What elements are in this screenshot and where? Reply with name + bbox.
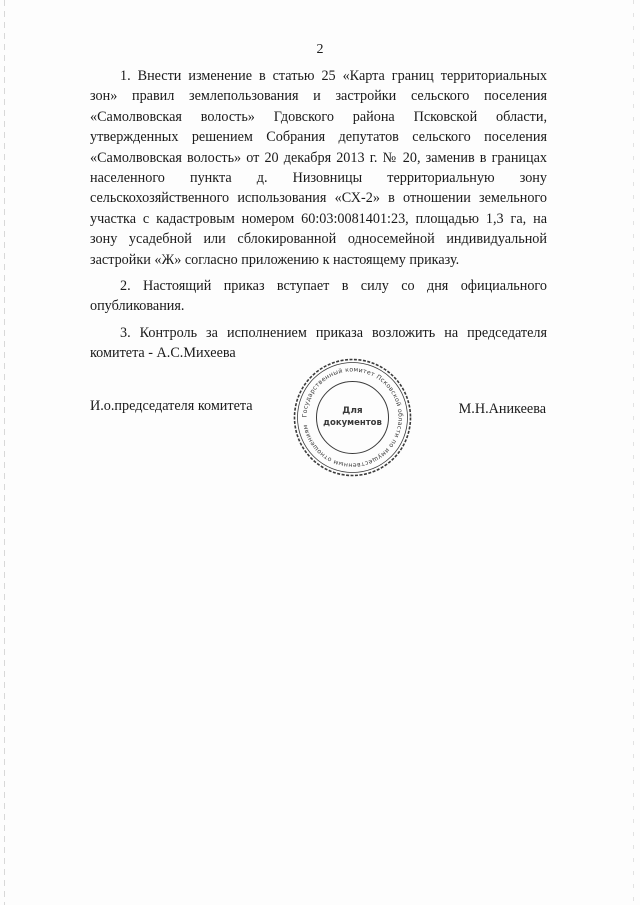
scan-edge-left [4,0,5,905]
paragraph-2: 2. Настоящий приказ вступает в силу со дня официального опубликования. [90,278,547,315]
official-seal [290,355,415,480]
paragraph-1: 1. Внести изменение в статью 25 «Карта границ территориальных зон» правил землепользования и застройки сельского поселения «Самолвовская волость» Гдовского района Псковской области, утвержденных решением Собрания депутатов сельского поселения «Самолвовская волость» от 20 декабря 2013 г. № 20, заменив в границах населенного пункта д. Низовницы территориальную зону сельскохозяйственного использования «СХ-2» в отношении земельного участка с кадастровым номером 60:03:0081401:23, площадью 1,3 га, на зону усадебной или сблокированной односемейной индивидуальной застройки «Ж» согласно приложению к настоящему приказу. [90,68,547,268]
signatory-name: М.Н.Аникеева [458,401,546,417]
order-body [90,66,547,370]
seal-ring-text: Государственный комитет Псковской области по имущественным отношениям [301,366,404,469]
seal-center-line-2: документов [323,418,382,428]
scan-edge-right [633,0,634,905]
page-number: 2 [316,42,324,57]
paragraph-3: 3. Контроль за исполнением приказа возложить на председателя комитета - А.С.Михеева [90,324,547,362]
signatory-position: И.о.председателя комитета [90,398,253,414]
seal-center-line-1: Для [342,406,363,416]
